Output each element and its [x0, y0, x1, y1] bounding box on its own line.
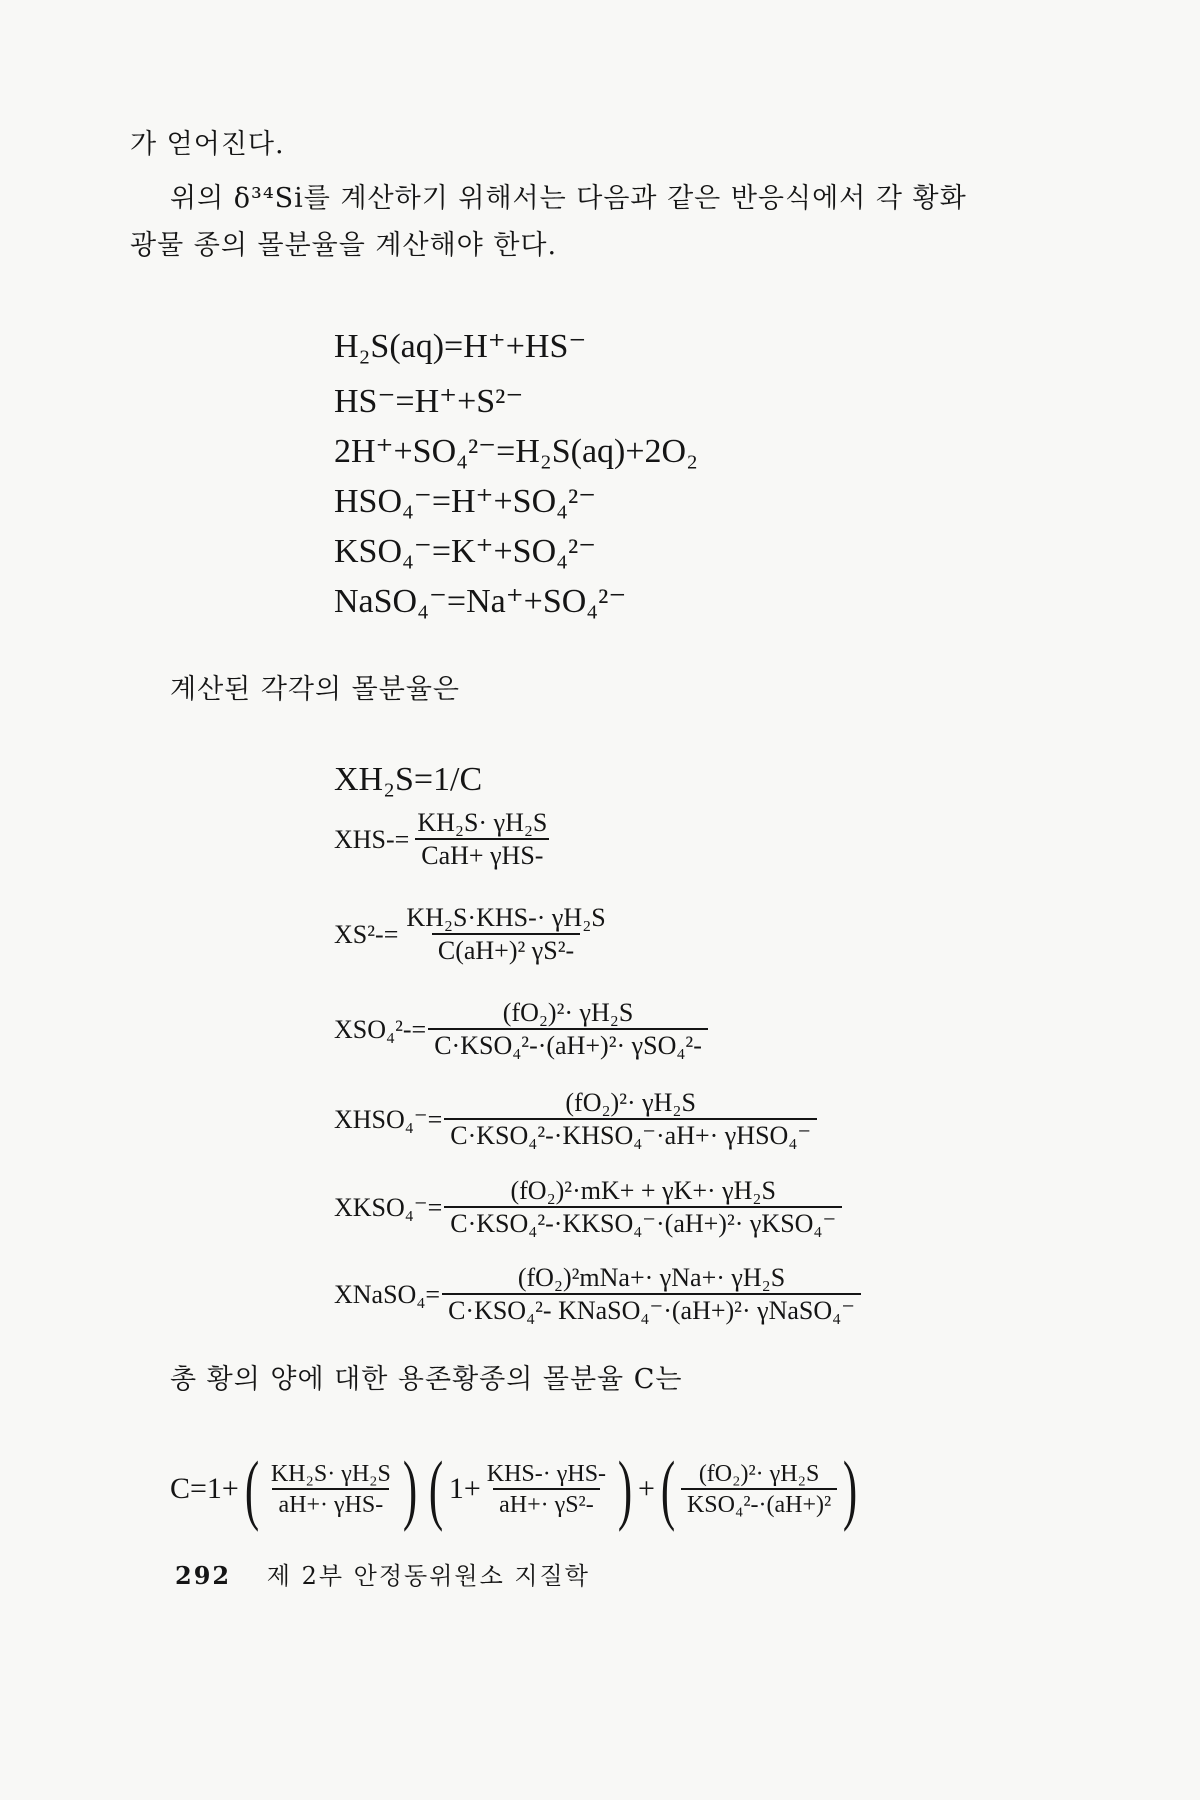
- right-paren: ): [402, 1445, 418, 1532]
- paragraph-line: 광물 종의 몰분율을 계산해야 한다.: [130, 230, 558, 261]
- numerator: (fO₂)²· γH₂S: [565, 1088, 696, 1117]
- equation-lhs: XNaSO₄=: [334, 1279, 441, 1309]
- left-paren: (: [244, 1445, 259, 1532]
- denominator: KSO₄²-·(aH+)²: [681, 1488, 837, 1517]
- operator: 1+: [448, 1472, 481, 1505]
- left-paren: (: [660, 1445, 676, 1532]
- reaction-equation: HSO₄⁻=H⁺+SO₄²⁻: [334, 483, 597, 520]
- denominator: aH+· γHS-: [272, 1488, 389, 1517]
- equation-xkso4: [334, 1178, 842, 1237]
- numerator: (fO₂)²·mK+ + γK+· γH₂S: [510, 1176, 776, 1205]
- right-paren: ): [617, 1445, 633, 1532]
- reaction-equation: 2H⁺+SO₄²⁻=H₂S(aq)+2O₂: [334, 433, 698, 470]
- reaction-equation: H₂S(aq)=H⁺+HS⁻: [334, 328, 587, 365]
- equation-lhs: XS²-=: [334, 919, 399, 949]
- equation-lhs: C=1+: [170, 1472, 239, 1505]
- paragraph-line: 가 얻어진다.: [130, 129, 285, 160]
- fraction: [400, 905, 611, 964]
- denominator: C(aH+)² γS²-: [432, 933, 580, 964]
- page-number: 292: [175, 1561, 232, 1590]
- equation-lhs: XKSO₄⁻=: [334, 1192, 443, 1222]
- numerator: (fO₂)²· γH₂S: [698, 1460, 820, 1487]
- reaction-equation: NaSO₄⁻=Na⁺+SO₄²⁻: [334, 583, 627, 620]
- equation-lhs: XHS-=: [334, 824, 410, 854]
- right-paren: ): [843, 1445, 858, 1532]
- numerator: KHS-· γHS-: [486, 1460, 607, 1487]
- denominator: C·KSO₄²-·KKSO₄⁻·(aH+)²· γKSO₄⁻: [444, 1206, 842, 1237]
- paragraph-line: 총 황의 양에 대한 용존황종의 몰분율 C는: [170, 1364, 683, 1395]
- equation-xh2s: XH₂S=1/C: [334, 761, 483, 798]
- section-title: 제 2부 안정동위원소 지질학: [266, 1562, 590, 1590]
- numerator: KH₂S· γH₂S: [417, 808, 548, 837]
- equation-xhs: [334, 810, 553, 869]
- denominator: C·KSO₄²- KNaSO₄⁻·(aH+)²· γNaSO₄⁻: [442, 1293, 861, 1324]
- paragraph-line: 위의 δ³⁴Si를 계산하기 위해서는 다음과 같은 반응식에서 각 황화: [170, 183, 967, 214]
- equation-lhs: XSO₄²-=: [334, 1014, 427, 1044]
- numerator: (fO₂)²mNa+· γNa+· γH₂S: [517, 1263, 786, 1292]
- equation-lhs: XHSO₄⁻=: [334, 1104, 443, 1134]
- page-footer: [175, 1556, 590, 1591]
- equation-xnaso4: [334, 1265, 861, 1324]
- equation-xso4: [334, 1000, 708, 1059]
- fraction: [428, 1000, 708, 1059]
- fraction: [444, 1178, 842, 1237]
- denominator: C·KSO₄²-·(aH+)²· γSO₄²-: [428, 1028, 708, 1059]
- left-paren: (: [428, 1445, 443, 1532]
- denominator: aH+· γS²-: [493, 1488, 600, 1517]
- equation-xhso4: [334, 1090, 817, 1149]
- numerator: KH₂S· γH₂S: [270, 1460, 391, 1487]
- fraction: [411, 810, 553, 869]
- operator: +: [638, 1472, 655, 1505]
- denominator: CaH+ γHS-: [415, 838, 549, 869]
- fraction: [442, 1265, 861, 1324]
- paragraph-line: 계산된 각각의 몰분율은: [170, 674, 460, 705]
- equation-c: [170, 1445, 863, 1532]
- reaction-equation: KSO₄⁻=K⁺+SO₄²⁻: [334, 533, 597, 570]
- fraction: [265, 1462, 397, 1517]
- equation-xs2: [334, 905, 612, 964]
- reaction-equation: HS⁻=H⁺+S²⁻: [334, 383, 524, 420]
- numerator: (fO₂)²· γH₂S: [502, 998, 634, 1027]
- numerator: KH₂S·KHS-· γH₂S: [406, 903, 606, 932]
- denominator: C·KSO₄²-·KHSO₄⁻·aH+· γHSO₄⁻: [444, 1118, 817, 1149]
- fraction: [481, 1462, 612, 1517]
- fraction: [444, 1090, 817, 1149]
- fraction: [681, 1462, 837, 1517]
